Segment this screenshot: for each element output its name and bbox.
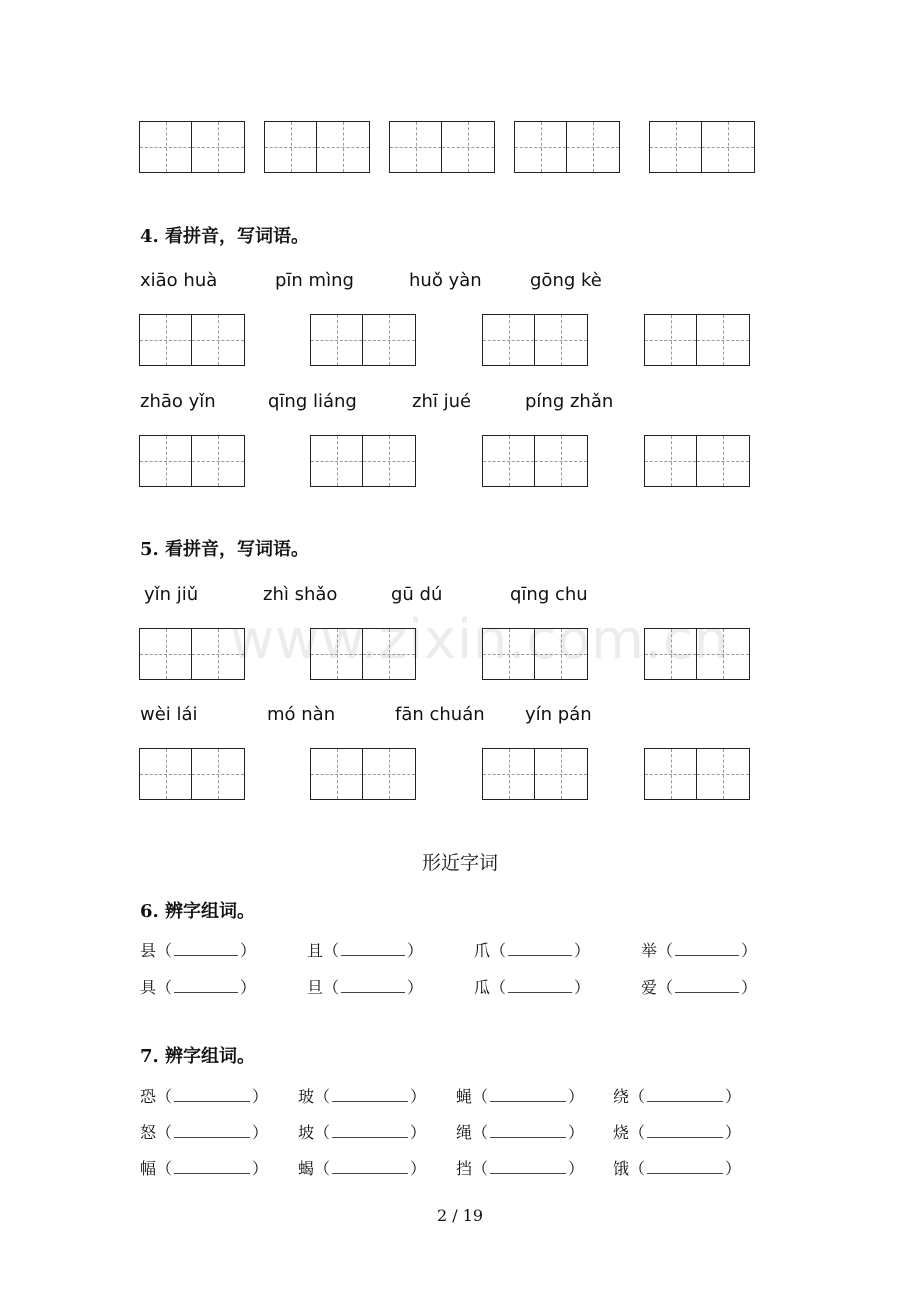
pinyin-label: qīng chu bbox=[510, 584, 588, 605]
word-pair: 挡（ ） bbox=[456, 1159, 585, 1178]
character: 且 bbox=[307, 941, 324, 960]
word-pair: 爪（ ） bbox=[474, 941, 591, 960]
section-title: 形近字词 bbox=[421, 852, 498, 874]
word-pair: 幅（ ） bbox=[140, 1159, 269, 1178]
character: 绕 bbox=[613, 1087, 630, 1106]
pinyin-label: gōng kè bbox=[530, 270, 602, 291]
answer-blank[interactable] bbox=[490, 1123, 566, 1138]
writing-grid[interactable] bbox=[644, 748, 750, 800]
writing-grid[interactable] bbox=[310, 435, 416, 487]
answer-blank[interactable] bbox=[174, 1087, 250, 1102]
page-number: 2 / 19 bbox=[436, 1206, 484, 1225]
answer-blank[interactable] bbox=[508, 978, 572, 993]
writing-grid[interactable] bbox=[514, 121, 620, 173]
answer-blank[interactable] bbox=[675, 941, 739, 956]
character: 蝇 bbox=[456, 1087, 473, 1106]
word-pair: 具（ ） bbox=[140, 978, 257, 997]
word-pair: 且（ ） bbox=[307, 941, 424, 960]
pinyin-label: fān chuán bbox=[395, 704, 485, 725]
word-pair: 蝎（ ） bbox=[298, 1159, 427, 1178]
pinyin-label: mó nàn bbox=[267, 704, 336, 725]
section-6-heading: 6. 辨字组词。 bbox=[140, 901, 256, 922]
writing-grid[interactable] bbox=[482, 435, 588, 487]
pinyin-label: xiāo huà bbox=[140, 270, 218, 291]
watermark: www.zixin.com.cn bbox=[230, 608, 729, 671]
writing-grid[interactable] bbox=[310, 314, 416, 366]
character: 瓜 bbox=[474, 978, 491, 997]
writing-grid[interactable] bbox=[644, 314, 750, 366]
writing-grid[interactable] bbox=[482, 628, 588, 680]
writing-grid[interactable] bbox=[139, 628, 245, 680]
answer-blank[interactable] bbox=[508, 941, 572, 956]
writing-grid[interactable] bbox=[649, 121, 755, 173]
pinyin-label: zhī jué bbox=[412, 391, 472, 412]
writing-grid[interactable] bbox=[389, 121, 495, 173]
answer-blank[interactable] bbox=[675, 978, 739, 993]
answer-blank[interactable] bbox=[490, 1087, 566, 1102]
writing-grid[interactable] bbox=[310, 628, 416, 680]
pinyin-label: píng zhǎn bbox=[525, 391, 614, 412]
answer-blank[interactable] bbox=[332, 1087, 408, 1102]
writing-grid[interactable] bbox=[139, 748, 245, 800]
word-pair: 瓜（ ） bbox=[474, 978, 591, 997]
pinyin-label: zhì shǎo bbox=[263, 584, 338, 605]
word-pair: 玻（ ） bbox=[298, 1087, 427, 1106]
word-pair: 烧（ ） bbox=[613, 1123, 742, 1142]
answer-blank[interactable] bbox=[647, 1159, 723, 1174]
character: 举 bbox=[641, 941, 658, 960]
section-7-heading: 7. 辨字组词。 bbox=[140, 1046, 256, 1067]
character: 县 bbox=[140, 941, 157, 960]
character: 幅 bbox=[140, 1159, 157, 1178]
section-5-heading: 5. 看拼音，写词语。 bbox=[140, 539, 310, 560]
writing-grid[interactable] bbox=[310, 748, 416, 800]
writing-grid[interactable] bbox=[644, 628, 750, 680]
pinyin-label: qīng liáng bbox=[268, 391, 357, 412]
answer-blank[interactable] bbox=[174, 941, 238, 956]
writing-grid[interactable] bbox=[139, 314, 245, 366]
writing-grid[interactable] bbox=[482, 748, 588, 800]
word-pair: 绳（ ） bbox=[456, 1123, 585, 1142]
section-4-heading: 4. 看拼音，写词语。 bbox=[140, 226, 310, 247]
character: 玻 bbox=[298, 1087, 315, 1106]
character: 恐 bbox=[140, 1087, 157, 1106]
word-pair: 怒（ ） bbox=[140, 1123, 269, 1142]
character: 怒 bbox=[140, 1123, 157, 1142]
character: 爪 bbox=[474, 941, 491, 960]
word-pair: 饿（ ） bbox=[613, 1159, 742, 1178]
word-pair: 绕（ ） bbox=[613, 1087, 742, 1106]
character: 饿 bbox=[613, 1159, 630, 1178]
answer-blank[interactable] bbox=[647, 1087, 723, 1102]
word-pair: 旦（ ） bbox=[307, 978, 424, 997]
character: 坡 bbox=[298, 1123, 315, 1142]
writing-grid[interactable] bbox=[482, 314, 588, 366]
word-pair: 蝇（ ） bbox=[456, 1087, 585, 1106]
character: 蝎 bbox=[298, 1159, 315, 1178]
word-pair: 坡（ ） bbox=[298, 1123, 427, 1142]
answer-blank[interactable] bbox=[332, 1159, 408, 1174]
writing-grid[interactable] bbox=[139, 435, 245, 487]
pinyin-label: gū dú bbox=[391, 584, 443, 605]
answer-blank[interactable] bbox=[490, 1159, 566, 1174]
answer-blank[interactable] bbox=[332, 1123, 408, 1138]
character: 烧 bbox=[613, 1123, 630, 1142]
answer-blank[interactable] bbox=[174, 1159, 250, 1174]
answer-blank[interactable] bbox=[341, 941, 405, 956]
writing-grid[interactable] bbox=[139, 121, 245, 173]
character: 旦 bbox=[307, 978, 324, 997]
answer-blank[interactable] bbox=[647, 1123, 723, 1138]
pinyin-label: yín pán bbox=[525, 704, 592, 725]
character: 具 bbox=[140, 978, 157, 997]
answer-blank[interactable] bbox=[174, 978, 238, 993]
word-pair: 恐（ ） bbox=[140, 1087, 269, 1106]
writing-grid[interactable] bbox=[264, 121, 370, 173]
word-pair: 举（ ） bbox=[641, 941, 758, 960]
pinyin-label: zhāo yǐn bbox=[140, 391, 216, 412]
character: 爱 bbox=[641, 978, 658, 997]
pinyin-label: pīn mìng bbox=[275, 270, 354, 291]
writing-grid[interactable] bbox=[644, 435, 750, 487]
pinyin-label: yǐn jiǔ bbox=[144, 584, 199, 605]
answer-blank[interactable] bbox=[341, 978, 405, 993]
pinyin-label: huǒ yàn bbox=[409, 270, 482, 291]
character: 挡 bbox=[456, 1159, 473, 1178]
word-pair: 爱（ ） bbox=[641, 978, 758, 997]
character: 绳 bbox=[456, 1123, 473, 1142]
word-pair: 县（ ） bbox=[140, 941, 257, 960]
pinyin-label: wèi lái bbox=[140, 704, 198, 725]
answer-blank[interactable] bbox=[174, 1123, 250, 1138]
